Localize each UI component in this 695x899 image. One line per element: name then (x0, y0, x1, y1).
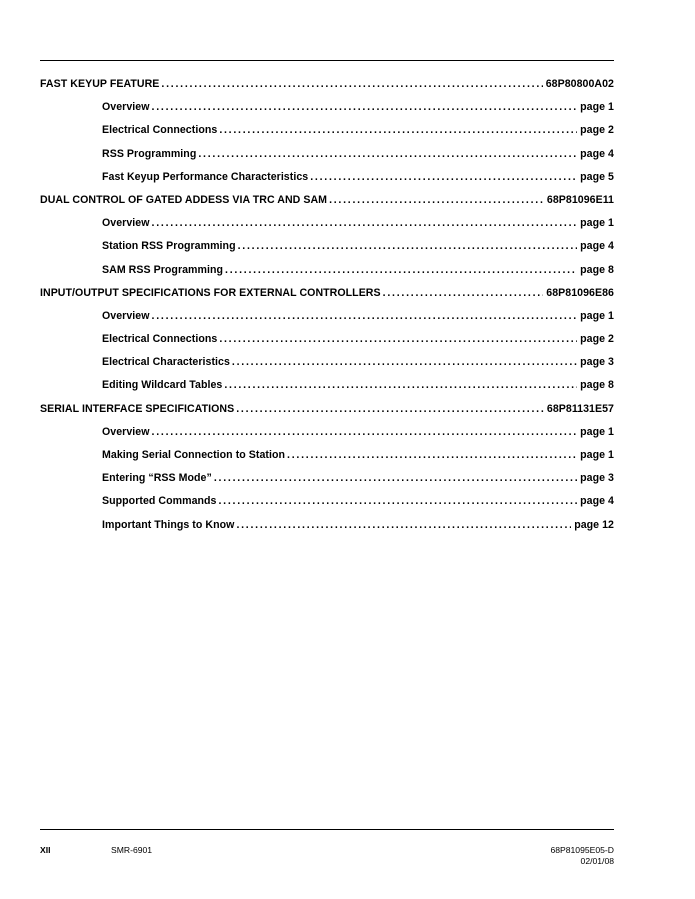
toc-entry (40, 148, 614, 171)
toc-section (40, 194, 614, 217)
dot-leader (236, 403, 544, 415)
toc-entry-page: page 12 (574, 518, 614, 531)
toc-entry-title: Important Things to Know (102, 518, 235, 531)
toc-entry (40, 124, 614, 147)
toc-section-title: INPUT/OUTPUT SPECIFICATIONS FOR EXTERNAL CONTROLLERS (40, 286, 381, 299)
toc-entry-title: Overview (102, 217, 150, 230)
toc-entry-page: page 8 (580, 379, 614, 392)
toc-entry-page: page 4 (580, 240, 614, 253)
toc-entry-title: Overview (102, 101, 150, 114)
toc-entry (40, 333, 614, 356)
table-of-contents (40, 78, 614, 542)
footer-doc-number: 68P81095E05-D (550, 845, 614, 855)
dot-leader (198, 148, 577, 160)
header-rule (40, 60, 614, 61)
dot-leader (310, 171, 577, 183)
toc-section (40, 78, 614, 101)
toc-section-title: FAST KEYUP FEATURE (40, 78, 160, 90)
toc-entry (40, 356, 614, 379)
toc-entry-page: page 3 (580, 356, 614, 369)
toc-entry-page: page 2 (580, 333, 614, 346)
toc-entry-page: page 1 (580, 449, 614, 461)
toc-entry-page: page 1 (580, 425, 614, 438)
toc-entry (40, 310, 614, 333)
toc-section (40, 287, 614, 310)
toc-entry-page: page 8 (580, 263, 614, 276)
toc-section-page: 68P81131E57 (546, 402, 614, 415)
dot-leader (383, 287, 544, 299)
toc-entry-title: Electrical Characteristics (102, 356, 230, 369)
dot-leader (152, 217, 578, 229)
toc-entry (40, 240, 614, 263)
footer-page-number: XII (40, 845, 51, 855)
toc-entry-page: page 4 (580, 495, 614, 508)
dot-leader (232, 356, 577, 368)
dot-leader (152, 426, 578, 438)
dot-leader (236, 519, 571, 531)
toc-entry-page: page 1 (580, 101, 614, 114)
toc-entry-title: Entering “RSS Mode” (102, 472, 212, 485)
toc-entry-page: page 1 (580, 217, 614, 230)
toc-entry-page: page 3 (580, 472, 614, 485)
toc-entry-page: page 5 (580, 170, 614, 183)
toc-entry (40, 171, 614, 194)
dot-leader (152, 101, 578, 113)
toc-entry-title: RSS Programming (102, 147, 197, 160)
toc-entry (40, 101, 614, 124)
toc-entry-title: Overview (102, 309, 150, 322)
toc-entry (40, 264, 614, 287)
dot-leader (329, 194, 544, 206)
toc-entry (40, 379, 614, 402)
toc-entry (40, 217, 614, 240)
toc-entry-title: Fast Keyup Performance Characteristics (102, 170, 309, 183)
footer-date: 02/01/08 (580, 856, 614, 866)
toc-entry (40, 519, 614, 542)
toc-entry-title: Station RSS Programming (102, 240, 236, 253)
toc-entry-title: Editing Wildcard Tables (102, 379, 223, 392)
toc-section-page: 68P81096E11 (546, 193, 614, 206)
toc-entry-title: Making Serial Connection to Station (102, 449, 286, 461)
dot-leader (287, 449, 577, 461)
toc-entry-title: Electrical Connections (102, 124, 218, 137)
toc-section-page: 68P81096E86 (546, 286, 614, 299)
dot-leader (152, 310, 578, 322)
toc-entry-page: page 4 (580, 147, 614, 160)
toc-entry-title: Electrical Connections (102, 333, 218, 346)
toc-section-title: SERIAL INTERFACE SPECIFICATIONS (40, 402, 235, 415)
toc-entry (40, 472, 614, 495)
dot-leader (161, 78, 542, 90)
toc-section-page: 68P80800A02 (545, 78, 614, 90)
footer-doc-info (550, 845, 614, 867)
dot-leader (219, 333, 577, 345)
dot-leader (219, 124, 577, 136)
dot-leader (238, 240, 578, 252)
toc-entry (40, 495, 614, 518)
toc-entry-title: Supported Commands (102, 495, 217, 508)
toc-entry-page: page 2 (580, 124, 614, 137)
footer-rule (40, 829, 614, 830)
footer-doc-title: SMR-6901 (111, 845, 153, 855)
toc-entry-title: Overview (102, 425, 150, 438)
dot-leader (219, 495, 578, 507)
toc-entry-page: page 1 (580, 309, 614, 322)
toc-section-title: DUAL CONTROL OF GATED ADDESS VIA TRC AND SAM (40, 193, 328, 206)
toc-section (40, 403, 614, 426)
dot-leader (225, 264, 577, 276)
dot-leader (214, 472, 577, 484)
dot-leader (224, 379, 577, 391)
toc-entry-title: SAM RSS Programming (102, 263, 224, 276)
toc-entry (40, 426, 614, 449)
toc-entry (40, 449, 614, 472)
